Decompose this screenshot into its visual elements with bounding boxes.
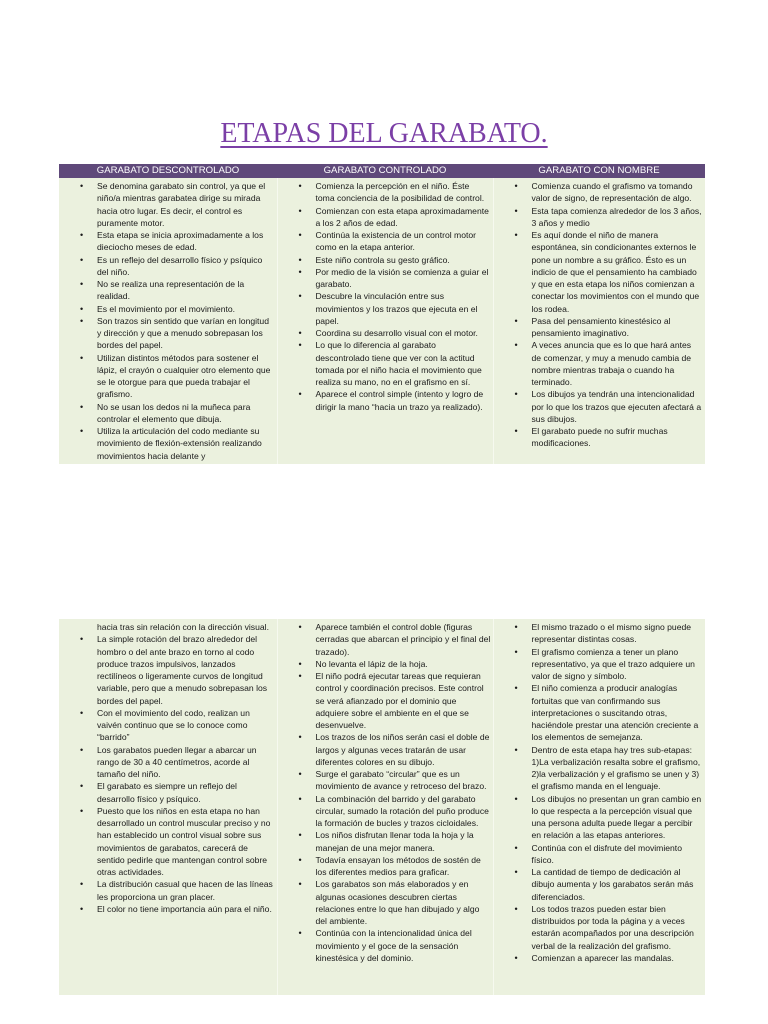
list-item: • Los garabatos pueden llegar a abarcar un rango de 30 a 40 centímetros, acorde al tamaño del niño. — [97, 744, 275, 781]
cell-con-nombre-continued — [493, 619, 705, 995]
list-item: • Se denomina garabato sin control, ya que el niño/a mientras garabatea dirige su mirada hacia otro lugar. Es decir, el control es puramente motor. — [97, 180, 275, 229]
list-item: • No se realiza una representación de la realidad. — [97, 278, 275, 303]
list-item: • Continúa con la intencionalidad única del movimiento y el goce de la sensación kinestésica y del dominio. — [316, 927, 491, 964]
bullet-list — [496, 621, 704, 964]
list-item: • Lo que lo diferencia al garabato descontrolado tiene que ver con la actitud tomada por el niño hacia el movimiento que realiza su mano, no en el grafismo en sí. — [316, 339, 491, 388]
list-item: • Los niños disfrutan llenar toda la hoja y la manejan de una mejor manera. — [316, 829, 491, 854]
list-item: • El mismo trazado o el mismo signo puede representar distintas cosas. — [532, 621, 704, 646]
bullet-list — [280, 621, 491, 964]
list-item: • Comienza cuando el grafismo va tomando valor de signo, de representación de algo. — [532, 180, 704, 205]
cell-descontrolado — [59, 178, 277, 464]
bullet-list — [61, 621, 275, 633]
list-item: • El niño podrá ejecutar tareas que requieran control y coordinación precisos. Este control se verá afianzado por el dominio que adquiere sobre el ambiente en el que se desenvuelve. — [316, 670, 491, 731]
list-item: • Es el movimiento por el movimiento. — [97, 303, 275, 315]
list-item: • Comienza la percepción en el niño. Éste toma conciencia de la posibilidad de control. — [316, 180, 491, 205]
bullet-list — [496, 180, 704, 450]
stages-table-part-2 — [59, 619, 705, 995]
table-row — [59, 178, 705, 464]
list-item: • Este niño controla su gesto gráfico. — [316, 254, 491, 266]
cell-controlado-continued — [277, 619, 493, 995]
list-item: • El color no tiene importancia aún para el niño. — [97, 903, 275, 915]
list-item: • Comienzan con esta etapa aproximadamente a los 2 años de edad. — [316, 205, 491, 230]
list-item: • La cantidad de tiempo de dedicación al dibujo aumenta y los garabatos serán más diferenciados. — [532, 866, 704, 903]
list-item: • Utilizan distintos métodos para sostener el lápiz, el crayón o cualquier otro elemento que se le otorgue para que pueda trabajar el grafismo. — [97, 352, 275, 401]
list-item: • Los dibujos no presentan un gran cambio en lo que respecta a la percepción visual que una persona adulta puede llegar a percibir en relación a las etapas anteriores. — [532, 793, 704, 842]
list-item: • Coordina su desarrollo visual con el motor. — [316, 327, 491, 339]
list-item: • Los trazos de los niños serán casi el doble de largos y algunas veces tratarán de usar diferentes colores en su dibujo. — [316, 731, 491, 768]
cell-descontrolado-continued — [59, 619, 277, 995]
list-item: • Surge el garabato “circular” que es un movimiento de avance y retroceso del brazo. — [316, 768, 491, 793]
header-garabato-controlado: GARABATO CONTROLADO — [277, 164, 493, 178]
table-row — [59, 619, 705, 995]
stages-table-part-1 — [59, 164, 705, 464]
bullet-list — [61, 633, 275, 915]
list-item: • Aparece también el control doble (figuras cerradas que abarcan el principio y el final del trazado). — [316, 621, 491, 658]
list-item: • El grafismo comienza a tener un plano representativo, ya que el trazo adquiere un valor de signo y símbolo. — [532, 646, 704, 683]
list-item: • La simple rotación del brazo alrededor del hombro o del ante brazo en torno al codo produce trazos impulsivos, lanzados rectilíneos o ligeramente curvos de longitud variable, pero que a menudo sobrepasan los bordes del papel. — [97, 633, 275, 707]
list-item: • Puesto que los niños en esta etapa no han desarrollado un control muscular preciso y no han establecido un control visual sobre sus movimientos de garabatos, carecerá de sentido pedirle que mantengan control sobre otras actividades. — [97, 805, 275, 879]
list-item: • Aparece el control simple (intento y logro de dirigir la mano “hacia un trazo ya realizado). — [316, 388, 491, 413]
page-title: ETAPAS DEL GARABATO. — [220, 118, 548, 149]
list-item: • La combinación del barrido y del garabato circular, sumado la rotación del puño produce la formación de bucles y trazos cicloidales. — [316, 793, 491, 830]
header-garabato-con-nombre: GARABATO CON NOMBRE — [493, 164, 705, 178]
list-item: • El garabato es siempre un reflejo del desarrollo físico y psíquico. — [97, 780, 275, 805]
list-item: • Con el movimiento del codo, realizan un vaivén continuo que se lo conoce como “barrido” — [97, 707, 275, 744]
list-item: • Esta tapa comienza alrededor de los 3 años, 3 años y medio — [532, 205, 704, 230]
list-item-continuation: hacia tras sin relación con la dirección visual. — [97, 622, 269, 632]
list-item: • Pasa del pensamiento kinestésico al pensamiento imaginativo. — [532, 315, 704, 340]
list-item: • Descubre la vinculación entre sus movimientos y los trazos que ejecuta en el papel. — [316, 290, 491, 327]
list-item: • Por medio de la visión se comienza a guiar el garabato. — [316, 266, 491, 291]
list-item: • Es un reflejo del desarrollo físico y psíquico del niño. — [97, 254, 275, 279]
bullet-list — [61, 180, 275, 462]
list-item: • Esta etapa se inicia aproximadamente a los dieciocho meses de edad. — [97, 229, 275, 254]
list-item: • Continúa con el disfrute del movimiento físico. — [532, 842, 704, 867]
list-item: • El garabato puede no sufrir muchas modificaciones. — [532, 425, 704, 450]
list-item: • A veces anuncia que es lo que hará antes de comenzar, y muy a menudo cambia de nombre mientras trabaja o cuando ha terminado. — [532, 339, 704, 388]
table-header-row — [59, 164, 705, 178]
list-item: • No levanta el lápiz de la hoja. — [316, 658, 491, 670]
list-item: • Comienzan a aparecer las mandalas. — [532, 952, 704, 964]
list-item: • Son trazos sin sentido que varían en longitud y dirección y que a menudo sobrepasan los bordes del papel. — [97, 315, 275, 352]
list-item: • Los todos trazos pueden estar bien distribuidos por toda la página y a veces estarán acompañados por una descripción verbal de la realización del grafismo. — [532, 903, 704, 952]
list-item: • Continúa la existencia de un control motor como en la etapa anterior. — [316, 229, 491, 254]
cell-controlado — [277, 178, 493, 464]
list-item: • El niño comienza a producir analogías fortuitas que van confirmando sus interpretaciones o suscitando otras, haciéndole prestar una atención creciente a los elementos de semejanza. — [532, 682, 704, 743]
list-item: • La distribución casual que hacen de las líneas les proporciona un gran placer. — [97, 878, 275, 903]
list-item: • Utiliza la articulación del codo mediante su movimiento de flexión-extensión realizando movimientos hacia delante y — [97, 425, 275, 462]
bullet-list — [280, 180, 491, 413]
list-item: • Es aquí donde el niño de manera espontánea, sin condicionantes externos le pone un nombre a su gráfico. Ésto es un indicio de que el pensamiento ha cambiado y que en esta etapa los niños comienzan a conectar los movimientos con el mundo que los rodea. — [532, 229, 704, 315]
list-item: • Dentro de esta etapa hay tres sub-etapas: 1)La verbalización resalta sobre el grafismo, 2)la verbalización y el grafismo se unen y 3) el grafismo manda en el lenguaje. — [532, 744, 704, 793]
cell-con-nombre — [493, 178, 705, 464]
list-item: • No se usan los dedos ni la muñeca para controlar el elemento que dibuja. — [97, 401, 275, 426]
list-item: • Todavía ensayan los métodos de sostén de los diferentes medios para graficar. — [316, 854, 491, 879]
list-item: • Los dibujos ya tendrán una intencionalidad por lo que los trazos que ejecuten afectará a sus dibujos. — [532, 388, 704, 425]
header-garabato-descontrolado: GARABATO DESCONTROLADO — [59, 164, 277, 178]
list-item: • Los garabatos son más elaborados y en algunas ocasiones descubren ciertas relaciones entre lo que han dibujado y algo del ambiente. — [316, 878, 491, 927]
